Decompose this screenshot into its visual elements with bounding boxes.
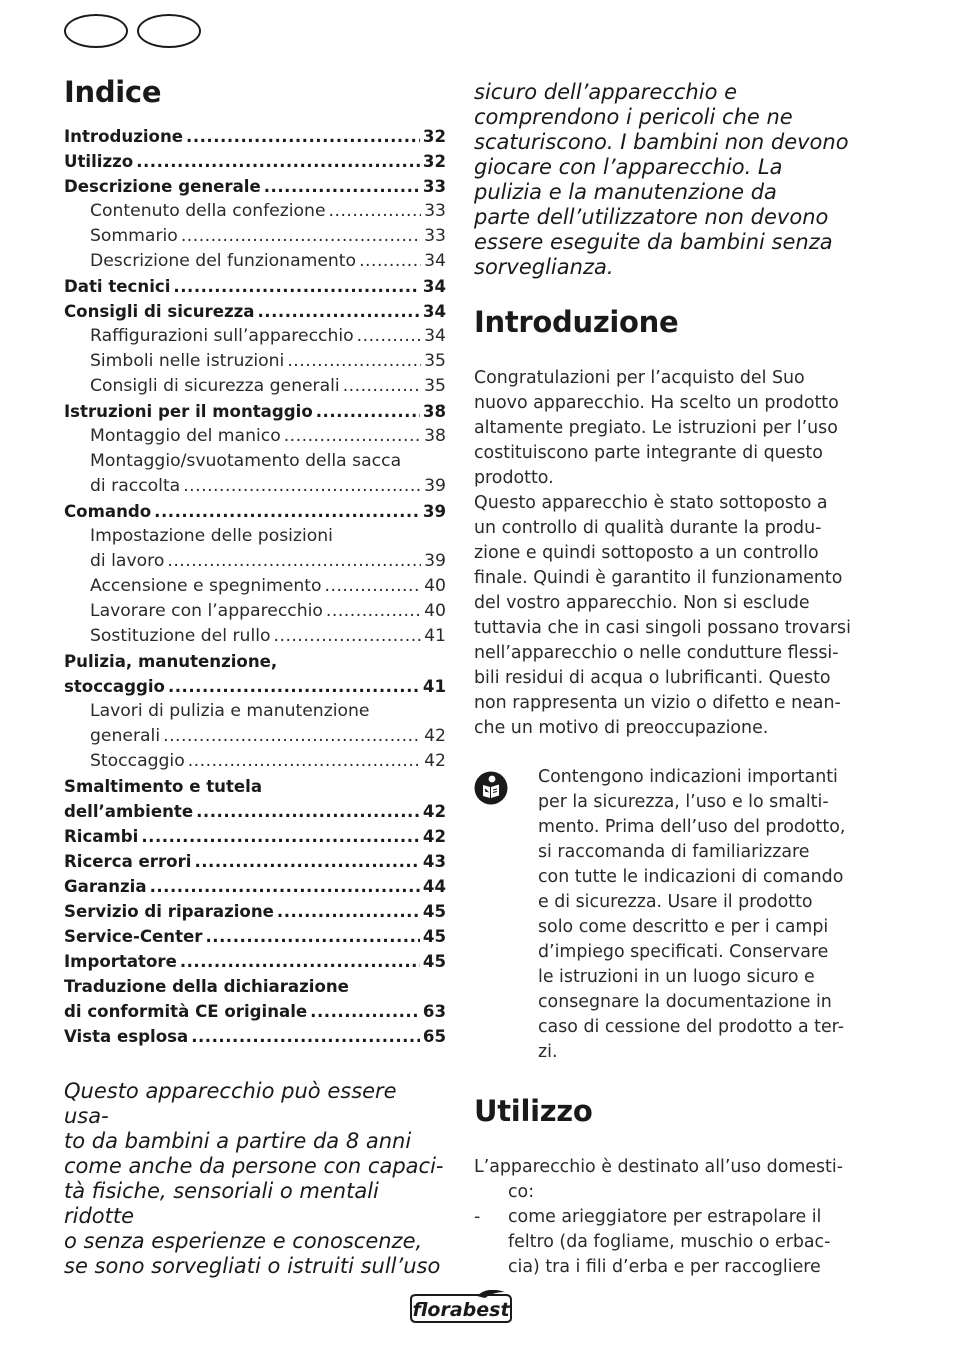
toc-entry[interactable] [64, 724, 446, 749]
toc-page-number: 39 [422, 502, 446, 521]
toc-dot-leader [316, 399, 420, 424]
toc-entry-title: stoccaggio [64, 677, 165, 696]
toc-dot-leader [181, 224, 421, 249]
toc-dot-leader [359, 249, 421, 274]
toc-entry-title: Comando [64, 502, 152, 521]
toc-page-number: 35 [424, 376, 446, 396]
toc-page-number: 40 [424, 601, 446, 621]
toc-entry-title: Smaltimento e tutela [64, 777, 263, 796]
toc-entry[interactable] [64, 624, 446, 649]
toc-dot-leader [150, 874, 420, 899]
toc-entry[interactable] [64, 224, 446, 249]
toc-dot-leader [167, 549, 421, 574]
toc-entry-title: di raccolta [90, 476, 181, 496]
list-bullet: - [474, 1207, 481, 1227]
toc-dot-leader [329, 199, 422, 224]
toc-dot-leader [206, 924, 420, 949]
toc-page-number: 40 [424, 576, 446, 596]
toc-entry-title: Lavorare con l’apparecchio [90, 601, 323, 621]
toc-dot-leader [343, 374, 421, 399]
toc-title: Indice [64, 75, 162, 109]
toc-dot-leader [194, 849, 419, 874]
toc-page-number: 34 [422, 277, 446, 296]
toc-entry-title: Vista esplosa [64, 1027, 189, 1046]
toc-entry-title: Ricerca errori [64, 852, 192, 871]
toc-entry[interactable] [64, 674, 446, 699]
toc-dot-leader [191, 1024, 420, 1049]
toc-entry-title: generali [90, 726, 161, 746]
toc-page-number: 45 [422, 952, 446, 971]
toc-entry[interactable] [64, 199, 446, 224]
manual-notice [474, 765, 864, 1065]
toc-page-number: 43 [422, 852, 446, 871]
toc-entry[interactable] [64, 249, 446, 274]
toc-entry-title: Montaggio del manico [90, 426, 281, 446]
toc-page-number: 32 [422, 127, 446, 146]
utilizzo-intro [474, 1155, 864, 1205]
language-tab-oval [137, 14, 201, 48]
toc-entry-title: Istruzioni per il montaggio [64, 402, 313, 421]
toc-entry[interactable] [64, 699, 446, 724]
toc-dot-leader [154, 499, 420, 524]
toc-entry[interactable] [64, 499, 446, 524]
toc-dot-leader [173, 274, 419, 299]
toc-entry[interactable] [64, 599, 446, 624]
toc-entry-title: Consigli di sicurezza [64, 302, 255, 321]
left-column [64, 70, 446, 1279]
toc-entry-title: di conformità CE originale [64, 1002, 308, 1021]
toc-entry-title: Lavori di pulizia e manutenzione [90, 701, 370, 721]
toc-dot-leader [284, 424, 421, 449]
toc-entry[interactable] [64, 549, 446, 574]
toc-page-number: 42 [424, 751, 446, 771]
toc-entry[interactable] [64, 449, 446, 474]
toc-entry-title: Utilizzo [64, 152, 134, 171]
toc-page-number: 42 [424, 726, 446, 746]
florabest-logo [407, 1290, 515, 1326]
toc-entry-title: Dati tecnici [64, 277, 171, 296]
safety-note-text: Questo apparecchio può essere usa- to da bambini a partire da 8 anni come anche da persone con capaci- tà fisiche, sensoriali o mentali ridotte o senza esperienze e conoscenze, se sono sorvegliati o istruiti sull’uso [64, 1079, 444, 1278]
toc-entry[interactable] [64, 849, 446, 874]
utilizzo-intro-line: L’apparecchio è destinato all’uso domesti- [474, 1157, 843, 1177]
toc-dot-leader [168, 674, 420, 699]
toc-entry-title: Stoccaggio [90, 751, 185, 771]
toc-dot-leader [277, 899, 420, 924]
toc-entry-title: Montaggio/svuotamento della sacca [90, 451, 402, 471]
toc-page-number: 41 [424, 626, 446, 646]
toc-entry[interactable] [64, 524, 446, 549]
toc-page-number: 41 [422, 677, 446, 696]
toc-entry[interactable] [64, 324, 446, 349]
brand-wordmark: florabest [412, 1299, 510, 1321]
toc-entry-title: Simboli nelle istruzioni [90, 351, 285, 371]
toc-dot-leader [183, 474, 421, 499]
toc-entry[interactable] [64, 1024, 446, 1049]
toc-entry[interactable] [64, 274, 446, 299]
toc-entry[interactable] [64, 174, 446, 199]
toc-page-number: 32 [422, 152, 446, 171]
child-safety-note-part2 [474, 80, 864, 280]
toc-entry-title: Service-Center [64, 927, 203, 946]
toc-entry[interactable] [64, 299, 446, 324]
toc-entry[interactable] [64, 899, 446, 924]
toc-page-number: 42 [422, 802, 446, 821]
toc-entry-title: Raffigurazioni sull’apparecchio [90, 326, 354, 346]
toc-entry-title: di lavoro [90, 551, 165, 571]
toc-entry[interactable] [64, 399, 446, 424]
intro-paragraph: Congratulazioni per l’acquisto del Suo nuovo apparecchio. Ha scelto un prodotto altamente pregiato. Le istruzioni per l’uso costituiscono parte integrante di questo prodotto. Questo apparecchio è stato sottoposto a un controllo di qualità durante la produ- zione e quindi sottoposto a un controllo finale. Quindi è garantito il funzionamento del vostro apparecchio. Non si esclude tuttavia che in casi singoli possano trovarsi nell’apparecchio o nelle condutture flessi- bili residui di acqua o lubrificanti. Questo non rappresenta un vizio o difetto e nean- che un motivo di preoccupazione. [474, 368, 851, 738]
toc-page-number: 39 [424, 551, 446, 571]
toc-page-number: 63 [422, 1002, 446, 1021]
toc-entry[interactable] [64, 974, 446, 999]
toc-entry-title: Pulizia, manutenzione, [64, 652, 278, 671]
toc-page-number: 34 [424, 251, 446, 271]
toc-dot-leader [180, 949, 420, 974]
toc-entry-title: Contenuto della confezione [90, 201, 326, 221]
toc-entry[interactable] [64, 349, 446, 374]
toc-dot-leader [310, 999, 420, 1024]
toc-page-number: 33 [422, 177, 446, 196]
toc-page-number: 45 [422, 902, 446, 921]
toc-page-number: 34 [424, 326, 446, 346]
toc-dot-leader [357, 324, 421, 349]
toc-entry[interactable] [64, 374, 446, 399]
toc-entry[interactable] [64, 924, 446, 949]
toc-entry-title: Introduzione [64, 127, 184, 146]
toc-entry[interactable] [64, 799, 446, 824]
toc-dot-leader [188, 749, 421, 774]
toc-entry-title: Garanzia [64, 877, 147, 896]
toc-page-number: 38 [424, 426, 446, 446]
toc-entry[interactable] [64, 474, 446, 499]
toc-dot-leader [264, 174, 420, 199]
toc-entry-title: Servizio di riparazione [64, 902, 274, 921]
read-manual-icon [474, 771, 508, 805]
toc-entry-title: Impostazione delle posizioni [90, 526, 333, 546]
toc-page-number: 38 [422, 402, 446, 421]
toc-dot-leader [287, 349, 421, 374]
toc-page-number: 33 [424, 201, 446, 221]
section-title-utilizzo: Utilizzo [474, 1094, 593, 1128]
toc-dot-leader [141, 824, 420, 849]
toc-page-number: 65 [422, 1027, 446, 1046]
child-safety-note-part1 [64, 1079, 446, 1279]
toc-dot-leader [325, 574, 422, 599]
toc-page-number: 35 [424, 351, 446, 371]
toc-dot-leader [186, 124, 420, 149]
toc-entry[interactable] [64, 999, 446, 1024]
toc-entry[interactable] [64, 949, 446, 974]
toc-entry-title: Accensione e spegnimento [90, 576, 322, 596]
utilizzo-intro-line: co: [508, 1182, 535, 1202]
toc-page-number: 39 [424, 476, 446, 496]
toc-entry[interactable] [64, 874, 446, 899]
toc-page-number: 44 [422, 877, 446, 896]
toc-entry-title: dell’ambiente [64, 802, 194, 821]
toc-page-number: 34 [422, 302, 446, 321]
toc-page-number: 42 [422, 827, 446, 846]
right-column [474, 80, 864, 1280]
toc-entry[interactable] [64, 424, 446, 449]
toc-entry-title: Consigli di sicurezza generali [90, 376, 340, 396]
toc-entry-title: Sostituzione del rullo [90, 626, 271, 646]
toc-entry-title: Importatore [64, 952, 177, 971]
table-of-contents [64, 124, 446, 1049]
toc-entry[interactable] [64, 774, 446, 799]
toc-entry-title: Traduzione della dichiarazione [64, 977, 349, 996]
toc-page-number: 33 [424, 226, 446, 246]
toc-page-number: 45 [422, 927, 446, 946]
toc-dot-leader [136, 149, 420, 174]
toc-dot-leader [196, 799, 420, 824]
toc-entry[interactable] [64, 649, 446, 674]
language-tab-oval [64, 14, 128, 48]
toc-entry[interactable] [64, 149, 446, 174]
toc-dot-leader [274, 624, 422, 649]
toc-entry-title: Descrizione generale [64, 177, 261, 196]
toc-entry[interactable] [64, 124, 446, 149]
notice-text: Contengono indicazioni importanti per la sicurezza, l’uso e lo smalti- mento. Prima dell’uso del prodotto, si raccomanda di familiarizzare con tutte le indicazioni di comando e di sicurezza. Usare il prodotto solo come descritto e per i campi d’impiego specificati. Conservare le istruzioni in un luogo sicuro e consegnare la documentazione in caso di cessione del prodotto a ter- zi. [538, 767, 846, 1062]
toc-entry-title: Descrizione del funzionamento [90, 251, 357, 271]
toc-entry[interactable] [64, 824, 446, 849]
toc-entry[interactable] [64, 574, 446, 599]
list-item [474, 1205, 864, 1280]
list-item-text: come arieggiatore per estrapolare il feltro (da fogliame, muschio o erbac- cia) tra i fili d’erba e per raccogliere [508, 1207, 831, 1277]
toc-entry[interactable] [64, 749, 446, 774]
toc-entry-title: Sommario [90, 226, 178, 246]
section-title-introduzione: Introduzione [474, 305, 679, 339]
safety-note-text-continued: sicuro dell’apparecchio e comprendono i pericoli che ne scaturiscono. I bambini non devono giocare con l’apparecchio. La pulizia e la manutenzione da parte dell’utilizzatore non devono essere eseguite da bambini senza sorveglianza. [474, 80, 849, 279]
toc-dot-leader [163, 724, 421, 749]
toc-entry-title: Ricambi [64, 827, 139, 846]
toc-dot-leader [258, 299, 420, 324]
toc-dot-leader [326, 599, 421, 624]
